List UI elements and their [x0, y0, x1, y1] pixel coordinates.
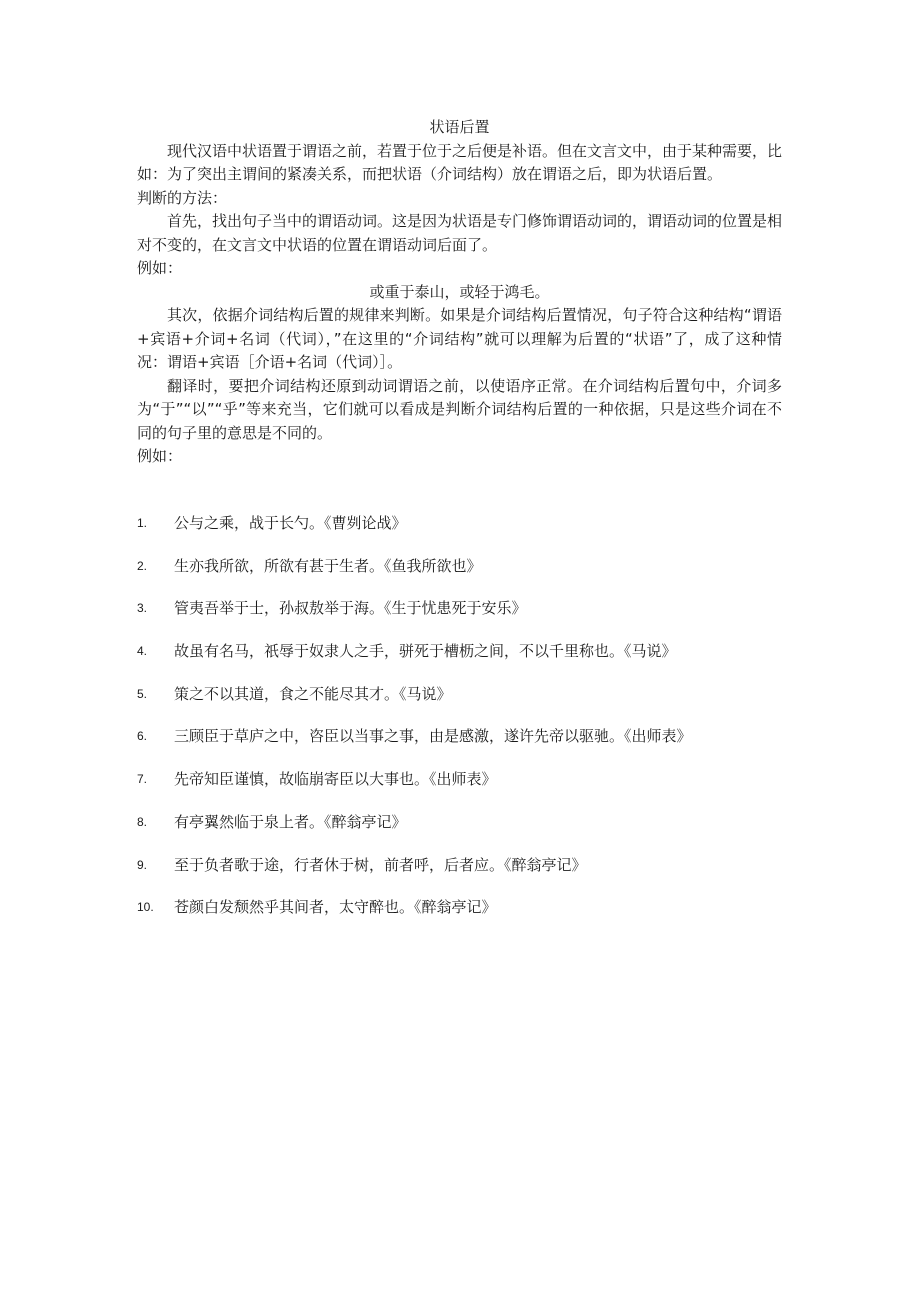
list-text: 故虽有名马，祇辱于奴隶人之手，骈死于槽枥之间，不以千里称也。《马说》 — [174, 642, 677, 661]
list-number: 9. — [137, 857, 148, 872]
list-number: 6. — [137, 729, 148, 744]
step3-paragraph: 翻译时，要把介词结构还原到动词谓语之前，以使语序正常。在介词结构后置句中，介词多为“于”“以”“乎”等来充当，它们就可以看成是判断介词结构后置的一种依据，只是这些介词在不同的句子里的意思是不同的。 — [137, 376, 782, 442]
list-item — [137, 852, 837, 895]
list-text: 公与之乘，战于长勺。《曹刿论战》 — [174, 514, 407, 532]
list-item — [137, 553, 837, 596]
list-item — [137, 894, 837, 937]
list-number: 4. — [137, 644, 148, 659]
list-text: 苍颜白发颓然乎其间者，太守醉也。《醉翁亭记》 — [174, 898, 497, 917]
list-item — [137, 766, 837, 809]
intro-paragraph: 现代汉语中状语置于谓语之前，若置于位于之后便是补语。但在文言文中，由于某种需要，比如：为了突出主谓间的紧凑关系，而把状语（介词结构）放在谓语之后，即为状语后置。 — [137, 141, 783, 183]
list-number: 2. — [137, 558, 148, 573]
method-label: 判断的方法： — [137, 188, 228, 207]
list-number: 3. — [137, 601, 148, 616]
list-item — [137, 510, 837, 553]
list-text: 有亭翼然临于泉上者。《醉翁亭记》 — [174, 812, 407, 831]
example-label: 例如： — [137, 259, 183, 277]
example-label: 例如： — [137, 447, 183, 465]
list-number: 1. — [137, 516, 148, 530]
list-number: 8. — [137, 814, 148, 829]
list-item — [137, 638, 837, 681]
list-text: 三顾臣于草庐之中，咨臣以当事之事，由是感激，遂许先帝以驱驰。《出师表》 — [174, 727, 692, 746]
list-text: 策之不以其道，食之不能尽其才。《马说》 — [174, 684, 452, 703]
list-number: 10. — [137, 900, 154, 915]
list-item — [137, 595, 837, 638]
list-text: 生亦我所欲，所欲有甚于生者。《鱼我所欲也》 — [174, 556, 482, 575]
list-text: 管夷吾举于士，孙叔敖举于海。《生于忧患死于安乐》 — [174, 599, 527, 618]
list-item — [137, 809, 837, 852]
step2-paragraph: 其次，依据介词结构后置的规律来判断。如果是介词结构后置情况，句子符合这种结构“谓语+宾语+介词+名词（代词），”在这里的“介词结构”就可以理解为后置的“状语”了，成了这种情况：谓语+宾语［介语+名词（代词）］。 — [137, 306, 782, 371]
list-number: 5. — [137, 686, 148, 701]
example-sentence: 或重于泰山，或轻于鸿毛。 — [369, 282, 550, 301]
step1-paragraph: 首先，找出句子当中的谓语动词。这是因为状语是专门修饰谓语动词的，谓语动词的位置是相对不变的，在文言文中状语的位置在谓语动词后面了。 — [137, 212, 783, 254]
list-number: 7. — [137, 772, 148, 787]
document-body — [137, 116, 782, 469]
list-text: 至于负者歌于途，行者休于树，前者呼，后者应。《醉翁亭记》 — [174, 855, 587, 874]
list-item — [137, 723, 837, 766]
example-list — [137, 510, 837, 937]
list-item — [137, 681, 837, 724]
page-title: 状语后置 — [429, 118, 490, 136]
list-text: 先帝知臣谨慎，故临崩寄臣以大事也。《出师表》 — [174, 770, 497, 789]
